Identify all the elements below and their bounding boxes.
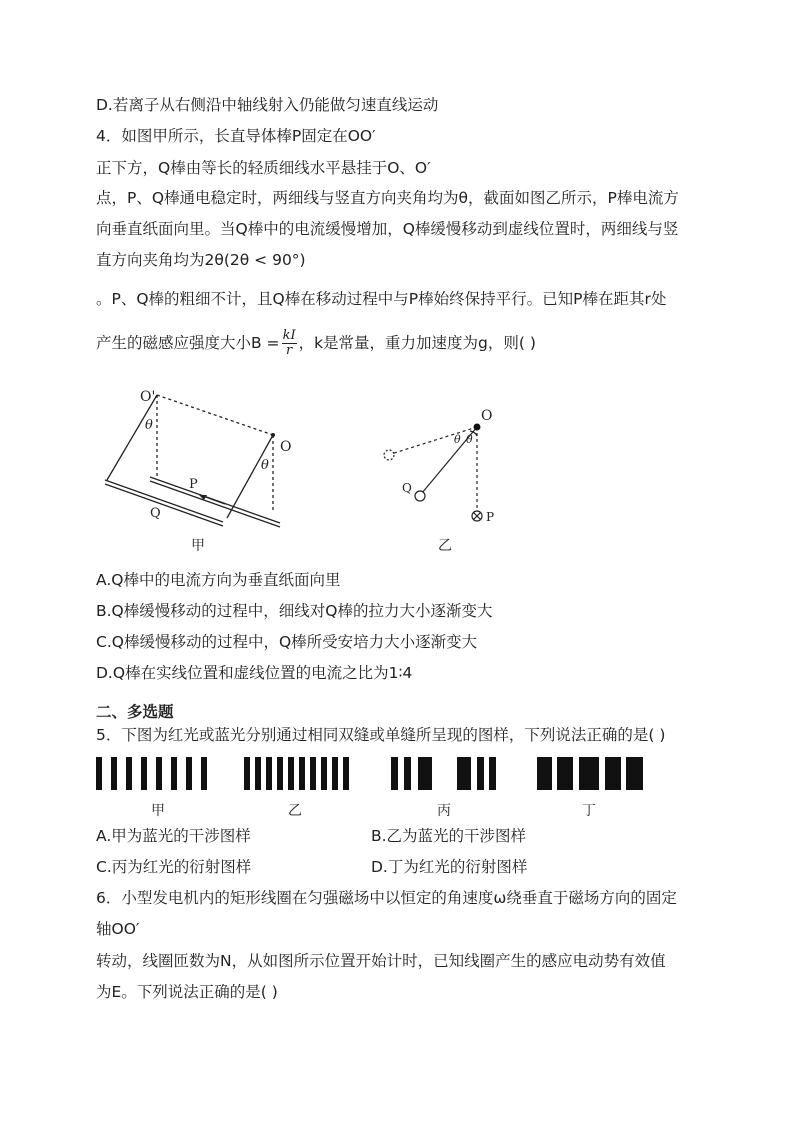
- q4-stem-line-2: 正下方，Q棒由等长的轻质细线水平悬挂于O、O′: [96, 159, 431, 177]
- stripe: [404, 757, 411, 790]
- q5-pattern-jia: [96, 757, 211, 790]
- jia-rod-q-bottom: [105, 484, 223, 526]
- stripe: [343, 757, 349, 790]
- yi-label-theta-1: θ: [454, 433, 461, 446]
- yi-caption: 乙: [438, 538, 452, 554]
- yi-point-o: [474, 424, 481, 431]
- jia-label-o: O: [280, 439, 292, 455]
- q4-option-a: A.Q棒中的电流方向为垂直纸面向里: [96, 571, 341, 589]
- q4-formula-fraction: [282, 329, 297, 358]
- stripe: [321, 757, 327, 790]
- q5-option-a: A.甲为蓝光的干涉图样: [96, 827, 251, 845]
- stripe: [244, 757, 250, 790]
- jia-label-theta-left: θ: [145, 418, 153, 433]
- jia-string-right: [227, 435, 273, 518]
- stripe: [579, 757, 599, 790]
- yi-label-p: P: [486, 510, 495, 524]
- stripe: [141, 757, 147, 790]
- q5-label-yi: 乙: [288, 803, 302, 819]
- stripe: [418, 757, 432, 790]
- stripe: [186, 757, 192, 790]
- q6-stem-line-2: 轴OO′: [96, 920, 140, 938]
- stripe: [605, 757, 621, 790]
- q6-stem-line-3: 转动，线圈匝数为N，从如图所示位置开始计时，已知线圈产生的感应电动势有效值: [96, 952, 666, 970]
- stripe: [266, 757, 272, 790]
- yi-dashed-string: [391, 427, 477, 454]
- q4-stem-line-6: 。P、Q棒的粗细不计，且Q棒在移动过程中与P棒始终保持平行。已知P棒在距其r处: [96, 290, 667, 308]
- jia-caption: 甲: [191, 538, 205, 554]
- stripe: [277, 757, 283, 790]
- stripe: [626, 757, 643, 790]
- q5-label-ding: 丁: [582, 803, 596, 819]
- jia-point-o: [271, 433, 275, 437]
- q4-option-d: D.Q棒在实线位置和虚线位置的电流之比为1∶4: [96, 664, 413, 682]
- q6-stem-line-4: 为E。下列说法正确的是( ): [96, 983, 278, 1001]
- jia-label-theta-right: θ: [261, 458, 269, 473]
- stripe: [310, 757, 316, 790]
- stripe: [457, 757, 471, 790]
- q4-stem-line-3: 点，P、Q棒通电稳定时，两细线与竖直方向夹角均为θ，截面如图乙所示，P棒电流方: [96, 189, 679, 207]
- stripe: [537, 757, 552, 790]
- q5-option-d: D.丁为红光的衍射图样: [371, 858, 528, 876]
- q4-formula-suffix: ，k是常量，重力加速度为g，则( ): [298, 334, 536, 352]
- q5-option-b: B.乙为蓝光的干涉图样: [371, 827, 527, 845]
- q4-stem-line-4: 向垂直纸面向里。当Q棒中的电流缓慢增加，Q棒缓慢移动到虚线位置时，两细线与竖: [96, 220, 679, 238]
- q4-stem-line-7: [96, 329, 536, 358]
- q4-formula-denominator: r: [285, 343, 293, 358]
- stripe: [299, 757, 305, 790]
- stripe: [332, 757, 338, 790]
- stripe: [126, 757, 132, 790]
- q4-formula-prefix: 产生的磁感应强度大小B =: [96, 334, 280, 352]
- stripe: [96, 757, 102, 790]
- q5-pattern-bing: [391, 757, 496, 790]
- jia-label-q: Q: [150, 506, 161, 521]
- figure-yi: [370, 400, 510, 555]
- jia-string-left: [107, 395, 157, 480]
- stripe: [477, 757, 484, 790]
- q4-stem-line-1: 4．如图甲所示，长直导体棒P固定在OO′: [96, 127, 376, 145]
- q3-option-d: D.若离子从右侧沿中轴线射入仍能做匀速直线运动: [96, 96, 439, 114]
- stripe: [156, 757, 162, 790]
- stripe: [171, 757, 177, 790]
- q4-option-b: B.Q棒缓慢移动的过程中，细线对Q棒的拉力大小逐渐变大: [96, 602, 493, 620]
- jia-dashed-top: [157, 395, 273, 435]
- q6-stem-line-1: 6．小型发电机内的矩形线圈在匀强磁场中以恒定的角速度ω绕垂直于磁场方向的固定: [96, 889, 677, 907]
- jia-label-p: P: [189, 477, 198, 492]
- yi-label-theta-2: θ: [466, 433, 473, 446]
- jia-label-o-prime: O': [140, 389, 156, 405]
- yi-q-dashed-position: [384, 450, 394, 460]
- stripe: [391, 757, 398, 790]
- q5-label-jia: 甲: [151, 803, 165, 819]
- q5-pattern-ding: [537, 757, 643, 790]
- stripe: [489, 757, 496, 790]
- q5-label-bing: 丙: [437, 803, 451, 819]
- stripe: [201, 757, 207, 790]
- q4-stem-line-5: 直方向夹角均为2θ(2θ < 90°): [96, 251, 306, 269]
- section-heading-multiple-choice: 二、多选题: [96, 703, 174, 721]
- jia-current-arrow: [203, 496, 225, 504]
- yi-label-o: O: [481, 408, 493, 424]
- q4-option-c: C.Q棒缓慢移动的过程中，Q棒所受安培力大小逐渐变大: [96, 633, 478, 651]
- stripe: [557, 757, 573, 790]
- stripe: [288, 757, 294, 790]
- stripe: [255, 757, 261, 790]
- q4-formula-numerator: kI: [282, 328, 296, 343]
- stripe: [111, 757, 117, 790]
- yi-q-solid-position: [415, 491, 425, 501]
- q5-option-c: C.丙为红光的衍射图样: [96, 858, 252, 876]
- q5-stem: 5．下图为红光或蓝光分别通过相同双缝或单缝所呈现的图样，下列说法正确的是( ): [96, 726, 666, 744]
- figure-jia: [95, 385, 295, 560]
- yi-label-q: Q: [402, 481, 412, 495]
- q5-pattern-yi: [244, 757, 354, 790]
- jia-rod-p-bottom: [150, 481, 280, 527]
